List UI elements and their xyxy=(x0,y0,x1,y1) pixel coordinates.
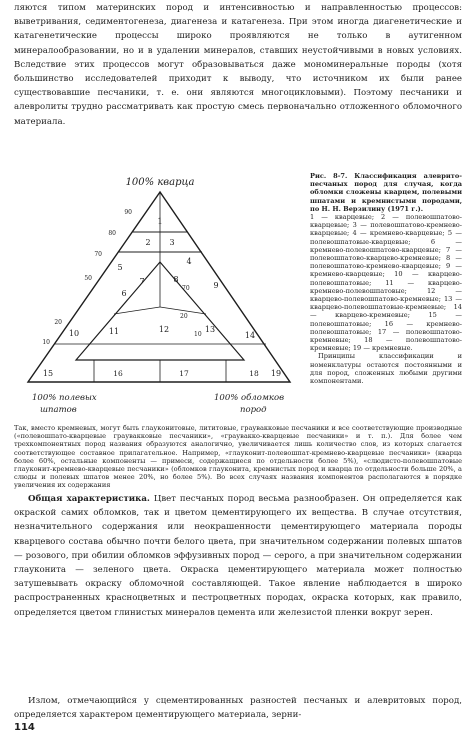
inner-tick-70: 70 xyxy=(182,285,190,292)
field-10: 10 xyxy=(68,329,80,338)
bottom-18: 18 xyxy=(249,369,259,378)
tick-80: 80 xyxy=(108,230,116,237)
right-corner-label-line1: 100% обломков xyxy=(214,393,285,403)
last-paragraph: Излом, отмечающийся у сцементированных разностей песчаных и алевритовых пород, определяется характером цементирующего материала, зерни- xyxy=(14,696,462,721)
field-8: 8 xyxy=(173,275,179,284)
field-15: 15 xyxy=(42,369,54,378)
field-4: 4 xyxy=(186,257,192,266)
tick-20: 20 xyxy=(54,319,62,326)
right-corner-label-line2: пород xyxy=(240,405,267,415)
field-7: 7 xyxy=(139,277,145,286)
bottom-17: 17 xyxy=(179,369,189,378)
field-11: 11 xyxy=(108,327,120,336)
caption-note: Так, вместо кремневых, могут быть глауконитовые, лититовые, граувакковые песчаники и все соответствующие производные («полевошпато-кварцевые граувакковые песчаники», «граувакко-кварцевые песчаники» и т. п.). Для более чем трехкомпонентных пород названия образуются аналогично, увеличивается лишь количество слов, из которых слагается соответствующее составное прилагательное. Например, «глауконит-полевошпат-кремнево-кварцевые песчаники» (кварца более 60%, остальные компоненты — примеси, содержащиеся по отдельности более 5%), «слюдисто-полевошпатовые глауконит-кремнево-кварцевые песчаники» (обломков глауконита, кремнистых пород и кварца по отдельности больше 20%, а слюды и полевых шпатов менее 20%, но более 5%). Во всех случаях названия компонентов располагаются в порядке увеличения их содержания xyxy=(14,424,462,490)
intro-paragraph: ляются типом материнских пород и интенсивностью и направленностью процессов: выветривания, седиментогенеза, диагенеза и катагенеза. При этом иногда диагенетические и катагенетические процессы широко проявляются не только в аутигенном минералообразовании, но и в удалении минералов, ставших неустойчивыми в новых условиях. Вследствие этих процессов могут образовываться даже мономинеральные породы (хотя большинство исследователей приходит к выводу, что источником их были ранее существовавшие песчаники, т. е. они являются многоцикловыми). Поэтому песчаники и алевролиты трудно рассматривать как простую смесь первоначально отложенного обломочного материала. xyxy=(14,3,462,127)
classification-triangle-diagram xyxy=(14,172,306,422)
tick-50: 50 xyxy=(84,275,92,282)
tick-70: 70 xyxy=(94,251,102,258)
field-19: 19 xyxy=(270,369,282,378)
caption-principle: Принципы классификации и номенклатуры остаются постоянными и для пород, сложенных любыми другими компонентами. xyxy=(310,352,462,386)
caption-legend: 1 — кварцевые; 2 — полевошпатово-кварцевые; 3 — полевошпатово-кремнево-кварцевые; 4 — кремнево-кварцевые; 5 — полевошпатовые-кварцевые; 6 — кремнево-полевошпатово-кварцевые; 7 — полевошпатово-кварцево-кремневые; 8 — полевошпатово-кремнево-кварцевые; 9 — кремнево-кварцевые; 10 — кварцево-полевошпатовые; 11 — кварцево-кремнево-полевошпатовые; 12 — кварцево-полевошпатово-кремневые; 13 — кварцево-полевошпатовые-кремневые; 14 — кварцево-кремневые; 15 — полевошпатовые; 16 — кремнево-полевошпатовые; 17 — полевошпатово-кремневые; 18 — полевошпатово-кремневые; 19 — кремневые. xyxy=(310,213,462,353)
section-paragraph xyxy=(14,492,462,620)
tick-10: 10 xyxy=(42,339,50,346)
field-9: 9 xyxy=(213,281,219,290)
page-number: 114 xyxy=(14,722,35,733)
section-paragraph-text: Цвет песчаных пород весьма разнообразен. Он определяется как окраской самих обломков, так и цветом цементирующего их вещества. В случае отсутствия, незначительного содержания или неокрашенности цементирующего материала породы кварцевого состава обычно почти белого цвета, при значительном содержании полевых шпатов — розового, при обилии обломков эффузивных пород — серого, а при значительном содержании глауконита — зеленого цвета. Окраска цементирующего материала может полностью затушевывать окраску обломочной составляющей. Такое явление наблюдается в широко распространенных красноцветных и пестроцветных породах, окраска которых, как правило, определяется цветом глинистых минералов цемента или железистой пленки вокруг зерен. xyxy=(14,494,462,618)
inner-tick-20: 20 xyxy=(180,313,188,320)
field-5: 5 xyxy=(117,263,123,272)
field-6: 6 xyxy=(121,289,127,298)
field-12: 12 xyxy=(158,325,170,334)
field-14: 14 xyxy=(244,331,256,340)
field-13: 13 xyxy=(204,325,216,334)
bottom-16: 16 xyxy=(113,369,123,378)
inner-tick-10: 10 xyxy=(194,331,202,338)
caption-title: Рис. 8-7. Классификация алеврито-песчаных пород для случая, когда обломки сложены кварцем, полевыми шпатами и кремнистыми породами, по Н. Н. Верзилину (1971 г.). xyxy=(310,172,462,213)
left-corner-label-line2: шпатов xyxy=(40,405,77,415)
field-3: 3 xyxy=(169,238,175,247)
section-heading: Общая характеристика. xyxy=(28,494,150,504)
field-2: 2 xyxy=(145,238,151,247)
left-corner-label-line1: 100% полевых xyxy=(32,393,97,403)
tick-90: 90 xyxy=(124,209,132,216)
figure-caption xyxy=(310,172,462,385)
field-1: 1 xyxy=(157,217,163,226)
apex-label: 100% кварца xyxy=(125,177,195,188)
